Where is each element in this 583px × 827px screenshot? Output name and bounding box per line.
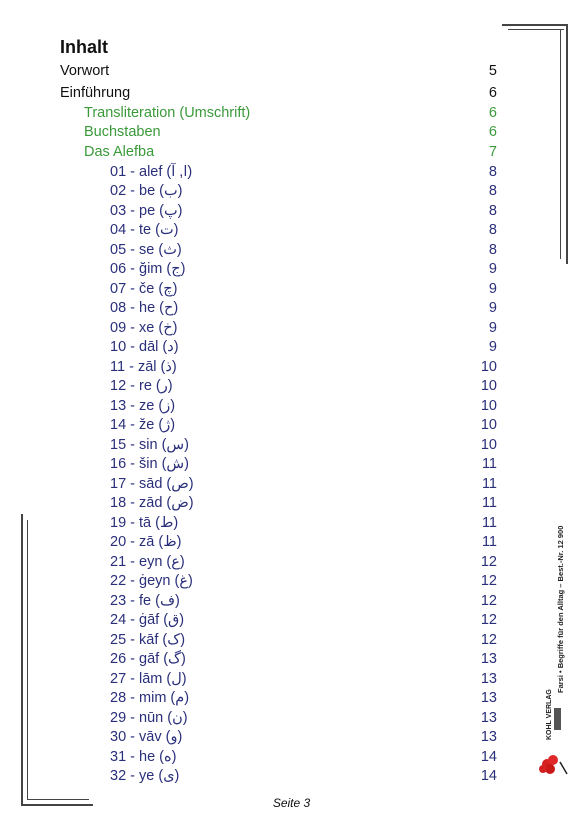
toc-entry <box>0 610 583 630</box>
toc-entry-page: 11 <box>481 456 497 472</box>
toc-entry-page: 10 <box>480 398 497 414</box>
toc-entry-label: 06 - ğim (ج) <box>110 261 186 277</box>
toc-entry-label: 05 - se (ث) <box>110 242 182 258</box>
toc-entry-label: 01 - alef (ا, آ) <box>110 164 193 180</box>
toc-entry-label: 14 - že (ژ) <box>110 417 176 433</box>
toc-entry-label: 25 - kāf (ک) <box>110 632 186 648</box>
toc-entry-label: 04 - te (ت) <box>110 222 179 238</box>
page-number-footer: Seite 3 <box>272 796 311 810</box>
publisher-logo-text: KOHL VERLAG <box>546 689 553 740</box>
toc-entry <box>0 142 583 162</box>
toc-entry-page: 6 <box>488 105 497 121</box>
toc-entry <box>0 591 583 611</box>
toc-entry-page: 11 <box>481 476 497 492</box>
toc-entry-label: 31 - he (ه) <box>110 749 177 765</box>
toc-entry <box>0 279 583 299</box>
toc-entry-page: 10 <box>480 417 497 433</box>
toc-entry-label: Vorwort <box>60 63 110 79</box>
toc-entry-page: 8 <box>488 242 497 258</box>
toc-entry-label: 18 - zād (ض) <box>110 495 194 511</box>
toc-entry <box>0 240 583 260</box>
toc-entry-label: 11 - zāl (ذ) <box>110 359 177 375</box>
toc-entry-label: Buchstaben <box>84 124 161 140</box>
toc-entry <box>0 649 583 669</box>
toc-entry-page: 9 <box>488 339 497 355</box>
toc-entry-page: 13 <box>480 690 497 706</box>
toc-entry <box>0 298 583 318</box>
toc-entry-label: 23 - fe (ف) <box>110 593 180 609</box>
toc-entry <box>0 220 583 240</box>
toc-entry-page: 13 <box>480 651 497 667</box>
page-title: Inhalt <box>60 37 108 57</box>
toc-entry <box>0 83 583 103</box>
toc-entry-page: 9 <box>488 320 497 336</box>
toc-entry <box>0 357 583 377</box>
toc-entry-page: 8 <box>488 183 497 199</box>
toc-entry-label: 17 - sād (ص) <box>110 476 194 492</box>
toc-entry <box>0 259 583 279</box>
toc-entry-label: 13 - ze (ز) <box>110 398 176 414</box>
toc-entry <box>0 435 583 455</box>
toc-entry <box>0 474 583 494</box>
toc-entry <box>0 669 583 689</box>
toc-entry <box>0 454 583 474</box>
toc-entry <box>0 415 583 435</box>
toc-entry-label: 10 - dāl (د) <box>110 339 179 355</box>
toc-entry <box>0 571 583 591</box>
toc-entry-label: Transliteration (Umschrift) <box>84 105 251 121</box>
toc-entry <box>0 688 583 708</box>
logo-leaf-2 <box>548 755 558 765</box>
toc-entry-label: 26 - gāf (گ) <box>110 651 186 667</box>
toc-entry-page: 14 <box>480 768 497 784</box>
toc-entry <box>0 766 583 786</box>
toc-entry-page: 10 <box>480 437 497 453</box>
toc-entry <box>0 747 583 767</box>
toc-entry <box>0 513 583 533</box>
frame-corner-top-right <box>502 24 568 26</box>
toc-entry <box>0 376 583 396</box>
toc-entry-label: 30 - vāv (و) <box>110 729 183 745</box>
toc-entry <box>0 201 583 221</box>
toc-entry <box>0 162 583 182</box>
toc-entry-label: 08 - he (ح) <box>110 300 179 316</box>
toc-entry-label: 15 - sin (س) <box>110 437 189 453</box>
toc-entry-label: 22 - ġeyn (غ) <box>110 573 193 589</box>
toc-entry-page: 8 <box>488 164 497 180</box>
toc-entry <box>0 337 583 357</box>
toc-entry-label: 09 - xe (خ) <box>110 320 178 336</box>
toc-entry-label: 19 - tā (ط) <box>110 515 179 531</box>
toc-entry-label: 27 - lām (ل) <box>110 671 187 687</box>
toc-entry-label: 24 - ġāf (ق) <box>110 612 185 628</box>
toc-entry-page: 14 <box>480 749 497 765</box>
toc-entry-label: 20 - zā (ظ) <box>110 534 182 550</box>
logo-leaf-4 <box>539 765 547 773</box>
toc-entry-page: 12 <box>480 632 497 648</box>
toc-entry <box>0 181 583 201</box>
toc-entry <box>0 708 583 728</box>
toc-entry <box>0 630 583 650</box>
toc-entry <box>0 396 583 416</box>
toc-entry-label: 29 - nūn (ن) <box>110 710 188 726</box>
toc-entry-page: 11 <box>481 495 497 511</box>
toc-entry-page: 12 <box>480 612 497 628</box>
toc-entry-page: 6 <box>488 124 497 140</box>
publication-side-label: Farsi • Begriffe für den Alltag – Best.-Nr. 12 900 <box>556 525 565 693</box>
toc-entry-page: 12 <box>480 593 497 609</box>
toc-entry-label: 12 - re (ر) <box>110 378 173 394</box>
toc-entry-page: 11 <box>481 515 497 531</box>
toc-entry-label: 07 - če (چ) <box>110 281 178 297</box>
toc-entry <box>0 532 583 552</box>
toc-entry-page: 7 <box>488 144 497 160</box>
toc-entry-page: 12 <box>480 573 497 589</box>
toc-entry-page: 13 <box>480 729 497 745</box>
toc-entry-label: 03 - pe (پ) <box>110 203 183 219</box>
toc-entry-label: Das Alefba <box>84 144 155 160</box>
toc-entry-page: 9 <box>488 261 497 277</box>
toc-entry-label: 32 - ye (ی) <box>110 768 180 784</box>
toc-entry-page: 13 <box>480 710 497 726</box>
toc-entry-page: 8 <box>488 222 497 238</box>
toc-entry-page: 8 <box>488 203 497 219</box>
toc-entry-label: 28 - mim (م) <box>110 690 190 706</box>
toc-entry-page: 11 <box>481 534 497 550</box>
toc-entry-page: 9 <box>488 281 497 297</box>
toc-entry-page: 13 <box>480 671 497 687</box>
toc-entry-page: 6 <box>488 85 497 101</box>
toc-entry <box>0 61 583 81</box>
toc-entry-page: 9 <box>488 300 497 316</box>
frame-corner-top-right-inner <box>508 29 564 30</box>
logo-stem <box>560 762 567 774</box>
toc-entry <box>0 103 583 123</box>
toc-entry-label: Einführung <box>60 85 131 101</box>
toc-entry-label: 16 - šin (ش) <box>110 456 189 472</box>
toc-entry <box>0 318 583 338</box>
toc-entry-label: 02 - be (ب) <box>110 183 183 199</box>
toc-entry <box>0 727 583 747</box>
toc-entry <box>0 122 583 142</box>
toc-entry-page: 10 <box>480 378 497 394</box>
toc-entry <box>0 493 583 513</box>
toc-entry-page: 10 <box>480 359 497 375</box>
toc-entry <box>0 552 583 572</box>
toc-entry-page: 5 <box>488 63 497 79</box>
toc-entry-label: 21 - eyn (ع) <box>110 554 185 570</box>
toc-entry-page: 12 <box>480 554 497 570</box>
